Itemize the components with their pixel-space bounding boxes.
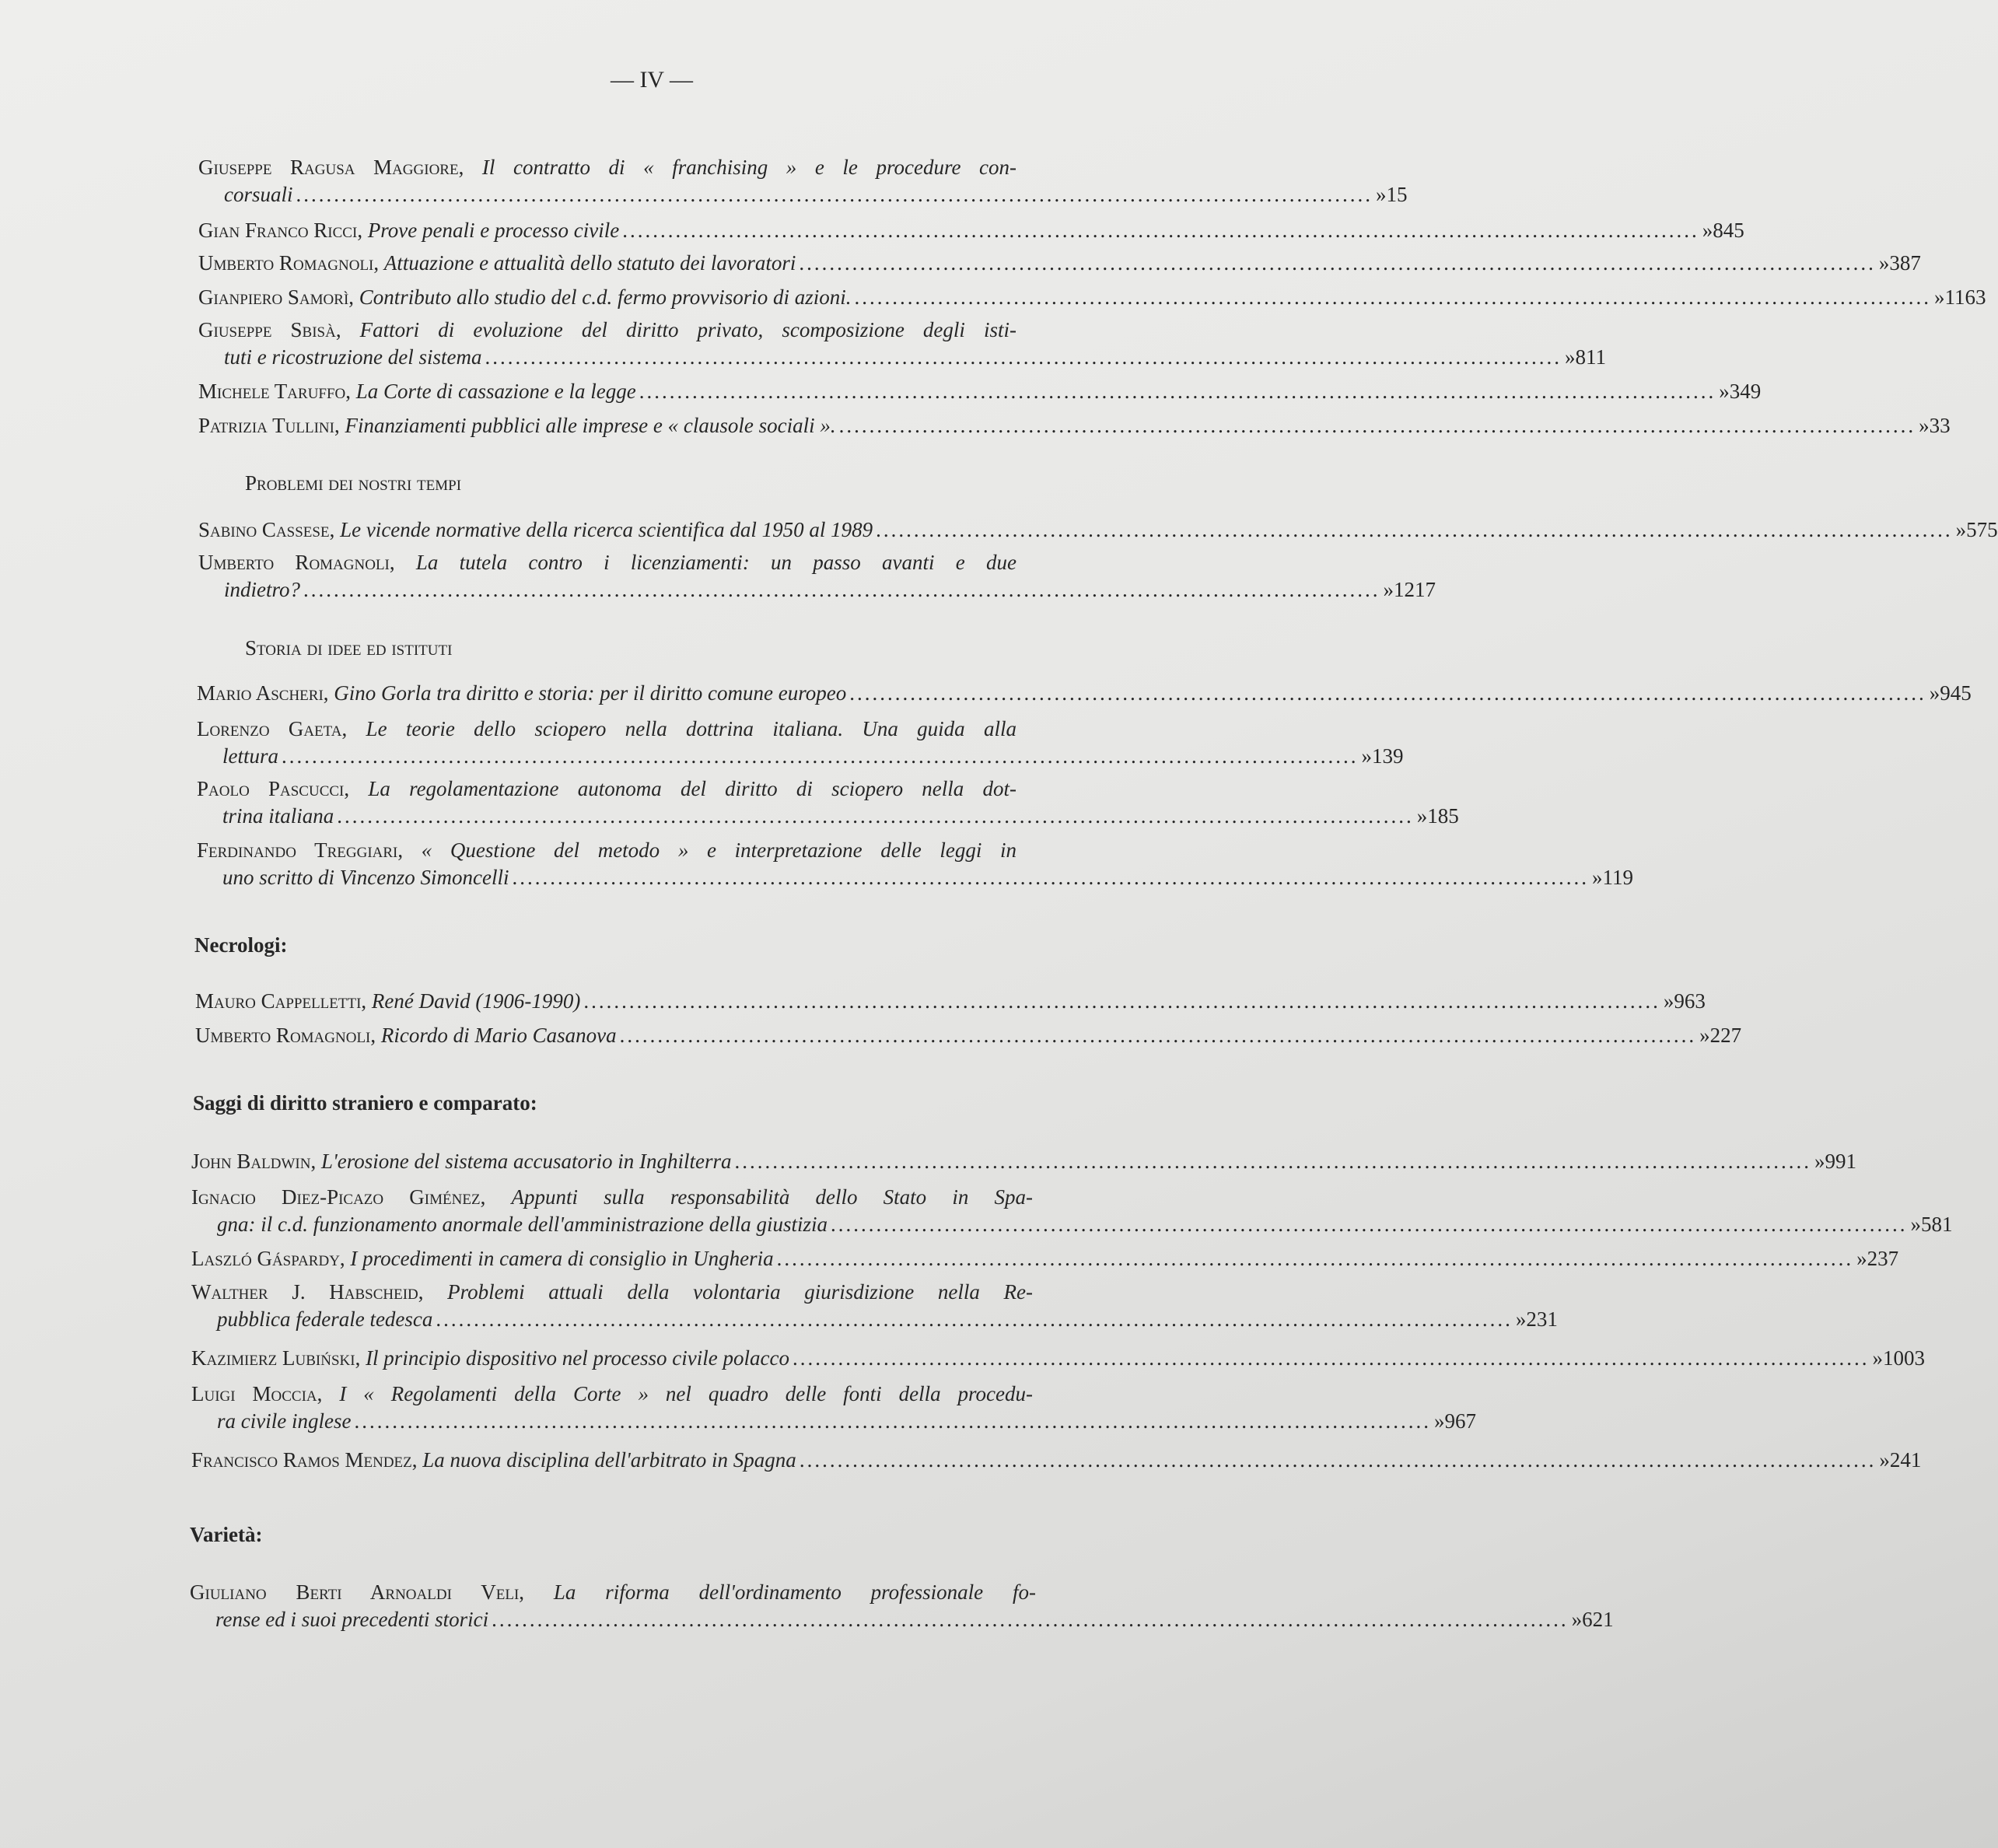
page-reference: 231 bbox=[1526, 1307, 1558, 1331]
article-title: Ricordo di Mario Casanova bbox=[380, 1024, 617, 1047]
entry-text: Mauro Cappelletti, René David (1906-1990) bbox=[195, 989, 581, 1013]
ditto-mark: » bbox=[1571, 1608, 1583, 1631]
entry-text: Giuseppe Ragusa Maggiore, Il contratto di « franchising » e le procedure con- bbox=[198, 156, 1016, 179]
author-name: Lorenzo Gaeta bbox=[197, 717, 342, 740]
entry-text bbox=[217, 1307, 432, 1332]
page-reference: 967 bbox=[1444, 1409, 1476, 1433]
ditto-mark: » bbox=[1515, 1307, 1527, 1331]
entry-line bbox=[198, 380, 1762, 407]
entry-text bbox=[217, 1409, 351, 1433]
entry-text: Giuliano Berti Arnoaldi Veli, La riforma dell'ordinamento professionale fo- bbox=[190, 1580, 1036, 1604]
article-title: Le vicende normative della ricerca scientifica dal 1950 al 1989 bbox=[340, 518, 873, 541]
entry-line bbox=[197, 681, 1972, 709]
entry-line bbox=[198, 551, 1116, 578]
entry-line bbox=[198, 251, 1921, 278]
entry-line bbox=[191, 1150, 1856, 1177]
dot-leader: .............................................................................................................................................. bbox=[296, 183, 1373, 206]
entry-text: Ignacio Diez-Picazo Giménez, Appunti sulla responsabilità dello Stato in Spa- bbox=[191, 1185, 1034, 1209]
author-name: Michele Taruffo bbox=[198, 380, 346, 403]
author-name: Paolo Pascucci bbox=[197, 777, 345, 800]
entry-line bbox=[191, 1382, 1132, 1409]
dot-leader: .............................................................................................................................................. bbox=[282, 744, 1359, 768]
entry-line bbox=[191, 1185, 1132, 1213]
entry-text: Patrizia Tullini, Finanziamenti pubblici alle imprese e « clausole sociali ». bbox=[198, 414, 836, 437]
ditto-mark: » bbox=[1919, 414, 1930, 437]
page-reference: 581 bbox=[1921, 1213, 1953, 1236]
entry-line bbox=[224, 183, 1408, 210]
author-name: Giuliano Berti Arnoaldi Veli bbox=[190, 1580, 520, 1604]
page-reference: 387 bbox=[1889, 251, 1921, 275]
author-name: Ignacio Diez-Picazo Giménez bbox=[191, 1185, 481, 1209]
entry-line bbox=[222, 744, 1404, 772]
entry-text: Umberto Romagnoli, Ricordo di Mario Casanova bbox=[195, 1024, 617, 1047]
dot-leader: .............................................................................................................................................. bbox=[622, 219, 1699, 242]
ditto-mark: » bbox=[1856, 1247, 1867, 1270]
article-title: La regolamentazione autonoma del diritto di sciopero nella dot- bbox=[368, 777, 1016, 800]
entry-line bbox=[217, 1213, 1953, 1240]
dot-leader: .............................................................................................................................................. bbox=[303, 578, 1380, 601]
entry-text: Sabino Cassese, Le vicende normative della ricerca scientifica dal 1950 al 1989 bbox=[198, 518, 873, 541]
entry-text: Francisco Ramos Mendez, La nuova disciplina dell'arbitrato in Spagna bbox=[191, 1448, 796, 1472]
entry-line bbox=[224, 578, 1436, 605]
author-name: Francisco Ramos Mendez bbox=[191, 1448, 412, 1472]
entry-text: Umberto Romagnoli, Attuazione e attualità dello statuto dei lavoratori bbox=[198, 251, 796, 275]
entry-line bbox=[217, 1409, 1476, 1437]
dot-leader: .............................................................................................................................................. bbox=[512, 866, 1589, 889]
ditto-mark: » bbox=[1878, 251, 1890, 275]
ditto-mark: » bbox=[1564, 345, 1576, 369]
dot-leader: .............................................................................................................................................. bbox=[485, 345, 1562, 369]
entry-text: Michele Taruffo, La Corte di cassazione e la legge bbox=[198, 380, 636, 403]
article-title: pubblica federale tedesca bbox=[217, 1307, 433, 1331]
author-name: Giuseppe Ragusa Maggiore bbox=[198, 156, 459, 179]
author-name: Umberto Romagnoli bbox=[195, 1024, 371, 1047]
article-title: La nuova disciplina dell'arbitrato in Spagna bbox=[422, 1448, 796, 1472]
article-title: Il principio dispositivo nel processo civile polacco bbox=[366, 1346, 789, 1370]
author-name: Luigi Moccia bbox=[191, 1382, 317, 1405]
article-title: L'erosione del sistema accusatorio in Inghilterra bbox=[320, 1150, 732, 1173]
article-title: Il contratto di « franchising » e le procedure con- bbox=[481, 156, 1016, 179]
entry-line bbox=[198, 518, 1998, 545]
ditto-mark: » bbox=[1663, 989, 1674, 1013]
dot-leader: .............................................................................................................................................. bbox=[854, 285, 1932, 309]
entry-line bbox=[198, 219, 1744, 246]
section-heading: Necrologi: bbox=[194, 933, 288, 957]
dot-leader: .............................................................................................................................................. bbox=[436, 1307, 1513, 1331]
dot-leader: .............................................................................................................................................. bbox=[734, 1150, 1811, 1173]
article-title: trina italiana bbox=[222, 804, 334, 828]
article-title: La tutela contro i licenziamenti: un passo avanti e due bbox=[415, 551, 1016, 574]
dot-leader: .............................................................................................................................................. bbox=[583, 989, 1660, 1013]
author-name: Umberto Romagnoli bbox=[198, 551, 390, 574]
article-title: La riforma dell'ordinamento professionale fo- bbox=[553, 1580, 1036, 1604]
author-name: Sabino Cassese bbox=[198, 518, 330, 541]
author-name: Ferdinando Treggiari bbox=[197, 838, 398, 862]
page-reference: 15 bbox=[1386, 183, 1408, 206]
entry-text bbox=[222, 866, 509, 890]
article-title: Appunti sulla responsabilità dello Stato in Spa- bbox=[511, 1185, 1034, 1209]
entry-text: Ferdinando Treggiari, « Questione del metodo » e interpretazione delle leggi in bbox=[197, 838, 1016, 862]
entry-line bbox=[198, 156, 1116, 183]
entry-text: Walther J. Habscheid, Problemi attuali della volontaria giurisdizione nella Re- bbox=[191, 1280, 1033, 1304]
article-title: tuti e ricostruzione del sistema bbox=[224, 345, 482, 369]
entry-text bbox=[224, 345, 481, 369]
entry-text: Gian Franco Ricci, Prove penali e processo civile bbox=[198, 219, 620, 242]
entry-line bbox=[217, 1307, 1558, 1335]
page-reference: 845 bbox=[1713, 219, 1744, 242]
author-name: Kazimierz Lubiński bbox=[191, 1346, 355, 1370]
article-title: Gino Gorla tra diritto e storia: per il diritto comune europeo bbox=[334, 681, 847, 705]
entry-text: Gianpiero Samorì, Contributo allo studio del c.d. fermo provvisorio di azioni. bbox=[198, 285, 852, 309]
entry-line bbox=[224, 345, 1606, 373]
article-title: ra civile inglese bbox=[217, 1409, 352, 1433]
entry-text bbox=[224, 578, 300, 602]
page-reference: 241 bbox=[1889, 1448, 1922, 1472]
ditto-mark: » bbox=[1719, 380, 1730, 403]
entry-line bbox=[190, 1580, 1135, 1608]
article-title: lettura bbox=[222, 744, 278, 768]
dot-leader: .............................................................................................................................................. bbox=[619, 1024, 1697, 1047]
entry-text bbox=[224, 183, 293, 207]
entry-line bbox=[191, 1280, 1132, 1307]
entry-text: Luigi Moccia, I « Regolamenti della Corte » nel quadro delle fonti della procedu- bbox=[191, 1382, 1033, 1405]
page-reference: 349 bbox=[1729, 380, 1762, 403]
dot-leader: .............................................................................................................................................. bbox=[639, 380, 1716, 403]
dot-leader: .............................................................................................................................................. bbox=[354, 1409, 1431, 1433]
section-heading: Problemi dei nostri tempi bbox=[245, 471, 462, 495]
article-title: rense ed i suoi precedenti storici bbox=[215, 1608, 489, 1631]
ditto-mark: » bbox=[1361, 744, 1372, 768]
entry-text: Kazimierz Lubiński, Il principio dispositivo nel processo civile polacco bbox=[191, 1346, 789, 1370]
dot-leader: .............................................................................................................................................. bbox=[337, 804, 1414, 828]
page-reference: 1217 bbox=[1394, 578, 1436, 601]
author-name: John Baldwin bbox=[191, 1150, 311, 1173]
ditto-mark: » bbox=[1934, 285, 1945, 309]
page-reference: 945 bbox=[1940, 681, 1972, 705]
dot-leader: .............................................................................................................................................. bbox=[799, 1448, 1877, 1472]
author-name: Umberto Romagnoli bbox=[198, 251, 374, 275]
page-reference: 1003 bbox=[1882, 1346, 1925, 1370]
entry-text: Umberto Romagnoli, La tutela contro i licenziamenti: un passo avanti e due bbox=[198, 551, 1016, 574]
entry-text: Paolo Pascucci, La regolamentazione autonoma del diritto di sciopero nella dot- bbox=[197, 777, 1016, 800]
article-title: I procedimenti in camera di consiglio in Ungheria bbox=[350, 1247, 774, 1270]
ditto-mark: » bbox=[1416, 804, 1428, 828]
entry-text: Lorenzo Gaeta, Le teorie dello sciopero nella dottrina italiana. Una guida alla bbox=[197, 717, 1016, 740]
page-reference: 963 bbox=[1674, 989, 1706, 1013]
ditto-mark: » bbox=[1702, 219, 1713, 242]
article-title: indietro? bbox=[224, 578, 300, 601]
entry-line bbox=[198, 414, 1951, 441]
dot-leader: .............................................................................................................................................. bbox=[849, 681, 1926, 705]
page-reference: 621 bbox=[1582, 1608, 1614, 1631]
entry-line bbox=[195, 989, 1706, 1017]
author-name: Gian Franco Ricci bbox=[198, 219, 358, 242]
entry-line bbox=[222, 804, 1459, 831]
author-name: Walther J. Habscheid bbox=[191, 1280, 418, 1304]
ditto-mark: » bbox=[1699, 1024, 1710, 1047]
ditto-mark: » bbox=[1879, 1448, 1890, 1472]
article-title: Contributo allo studio del c.d. fermo provvisorio di azioni. bbox=[359, 285, 852, 309]
dot-leader: .............................................................................................................................................. bbox=[792, 1346, 1870, 1370]
entry-line bbox=[191, 1247, 1899, 1274]
entry-text: Giuseppe Sbisà, Fattori di evoluzione del diritto privato, scomposizione degli isti- bbox=[198, 318, 1016, 341]
article-title: Prove penali e processo civile bbox=[367, 219, 620, 242]
page-number: — IV — bbox=[610, 67, 694, 93]
author-name: Mario Ascheri bbox=[197, 681, 324, 705]
ditto-mark: » bbox=[1929, 681, 1940, 705]
entry-line bbox=[195, 1024, 1742, 1051]
entry-text bbox=[222, 804, 334, 828]
article-title: René David (1906-1990) bbox=[371, 989, 581, 1013]
article-title: Attuazione e attualità dello statuto dei lavoratori bbox=[383, 251, 796, 275]
author-name: Giuseppe Sbisà bbox=[198, 318, 336, 341]
entry-text: Mario Ascheri, Gino Gorla tra diritto e storia: per il diritto comune europeo bbox=[197, 681, 847, 705]
section-heading: Varietà: bbox=[190, 1523, 263, 1546]
entry-line bbox=[215, 1608, 1614, 1635]
article-title: gna: il c.d. funzionamento anormale dell'amministrazione della giustizia bbox=[217, 1213, 828, 1236]
entry-line bbox=[197, 838, 1116, 866]
entry-text bbox=[217, 1213, 828, 1237]
page-reference: 575 bbox=[1966, 518, 1998, 541]
author-name: Patrizia Tullini bbox=[198, 414, 334, 437]
entry-line bbox=[198, 318, 1116, 345]
dot-leader: .............................................................................................................................................. bbox=[876, 518, 1953, 541]
page-reference: 33 bbox=[1929, 414, 1951, 437]
article-title: Le teorie dello sciopero nella dottrina italiana. Una guida alla bbox=[366, 717, 1016, 740]
section-heading: Saggi di diritto straniero e comparato: bbox=[193, 1091, 537, 1115]
section-heading: Storia di idee ed istituti bbox=[245, 636, 453, 660]
ditto-mark: » bbox=[1433, 1409, 1445, 1433]
entry-text: Laszló Gáspardy, I procedimenti in camera di consiglio in Ungheria bbox=[191, 1247, 774, 1270]
entry-line bbox=[222, 866, 1633, 893]
entry-text bbox=[215, 1608, 488, 1632]
entry-line bbox=[197, 717, 1116, 744]
ditto-mark: » bbox=[1814, 1150, 1825, 1173]
page-reference: 185 bbox=[1427, 804, 1459, 828]
ditto-mark: » bbox=[1872, 1346, 1883, 1370]
entry-line bbox=[191, 1346, 1925, 1374]
article-title: Finanziamenti pubblici alle imprese e « clausole sociali ». bbox=[345, 414, 836, 437]
entry-line bbox=[198, 285, 1986, 313]
page-reference: 811 bbox=[1575, 345, 1606, 369]
article-title: I « Regolamenti della Corte » nel quadro delle fonti della procedu- bbox=[339, 1382, 1033, 1405]
ditto-mark: » bbox=[1376, 183, 1387, 206]
author-name: Mauro Cappelletti bbox=[195, 989, 362, 1013]
dot-leader: .............................................................................................................................................. bbox=[492, 1608, 1569, 1631]
page-reference: 991 bbox=[1825, 1150, 1856, 1173]
author-name: Laszló Gáspardy bbox=[191, 1247, 340, 1270]
ditto-mark: » bbox=[1955, 518, 1967, 541]
dot-leader: .............................................................................................................................................. bbox=[838, 414, 1916, 437]
article-title: « Questione del metodo » e interpretazione delle leggi in bbox=[421, 838, 1016, 862]
article-title: La Corte di cassazione e la legge bbox=[355, 380, 636, 403]
entry-line bbox=[197, 777, 1116, 804]
page-reference: 119 bbox=[1602, 866, 1633, 889]
dot-leader: .............................................................................................................................................. bbox=[799, 251, 1876, 275]
page-reference: 1163 bbox=[1944, 285, 1986, 309]
ditto-mark: » bbox=[1910, 1213, 1921, 1236]
dot-leader: .............................................................................................................................................. bbox=[831, 1213, 1908, 1236]
entry-text bbox=[222, 744, 278, 768]
page-reference: 237 bbox=[1867, 1247, 1899, 1270]
article-title: corsuali bbox=[224, 183, 293, 206]
ditto-mark: » bbox=[1383, 578, 1394, 601]
page-reference: 139 bbox=[1372, 744, 1404, 768]
dot-leader: .............................................................................................................................................. bbox=[776, 1247, 1854, 1270]
author-name: Gianpiero Samorì bbox=[198, 285, 349, 309]
ditto-mark: » bbox=[1591, 866, 1603, 889]
entry-text: John Baldwin, L'erosione del sistema accusatorio in Inghilterra bbox=[191, 1150, 732, 1173]
page-reference: 227 bbox=[1709, 1024, 1742, 1047]
entry-line bbox=[191, 1448, 1922, 1475]
article-title: Problemi attuali della volontaria giurisdizione nella Re- bbox=[447, 1280, 1033, 1304]
article-title: Fattori di evoluzione del diritto privato, scomposizione degli isti- bbox=[359, 318, 1016, 341]
article-title: uno scritto di Vincenzo Simoncelli bbox=[222, 866, 509, 889]
